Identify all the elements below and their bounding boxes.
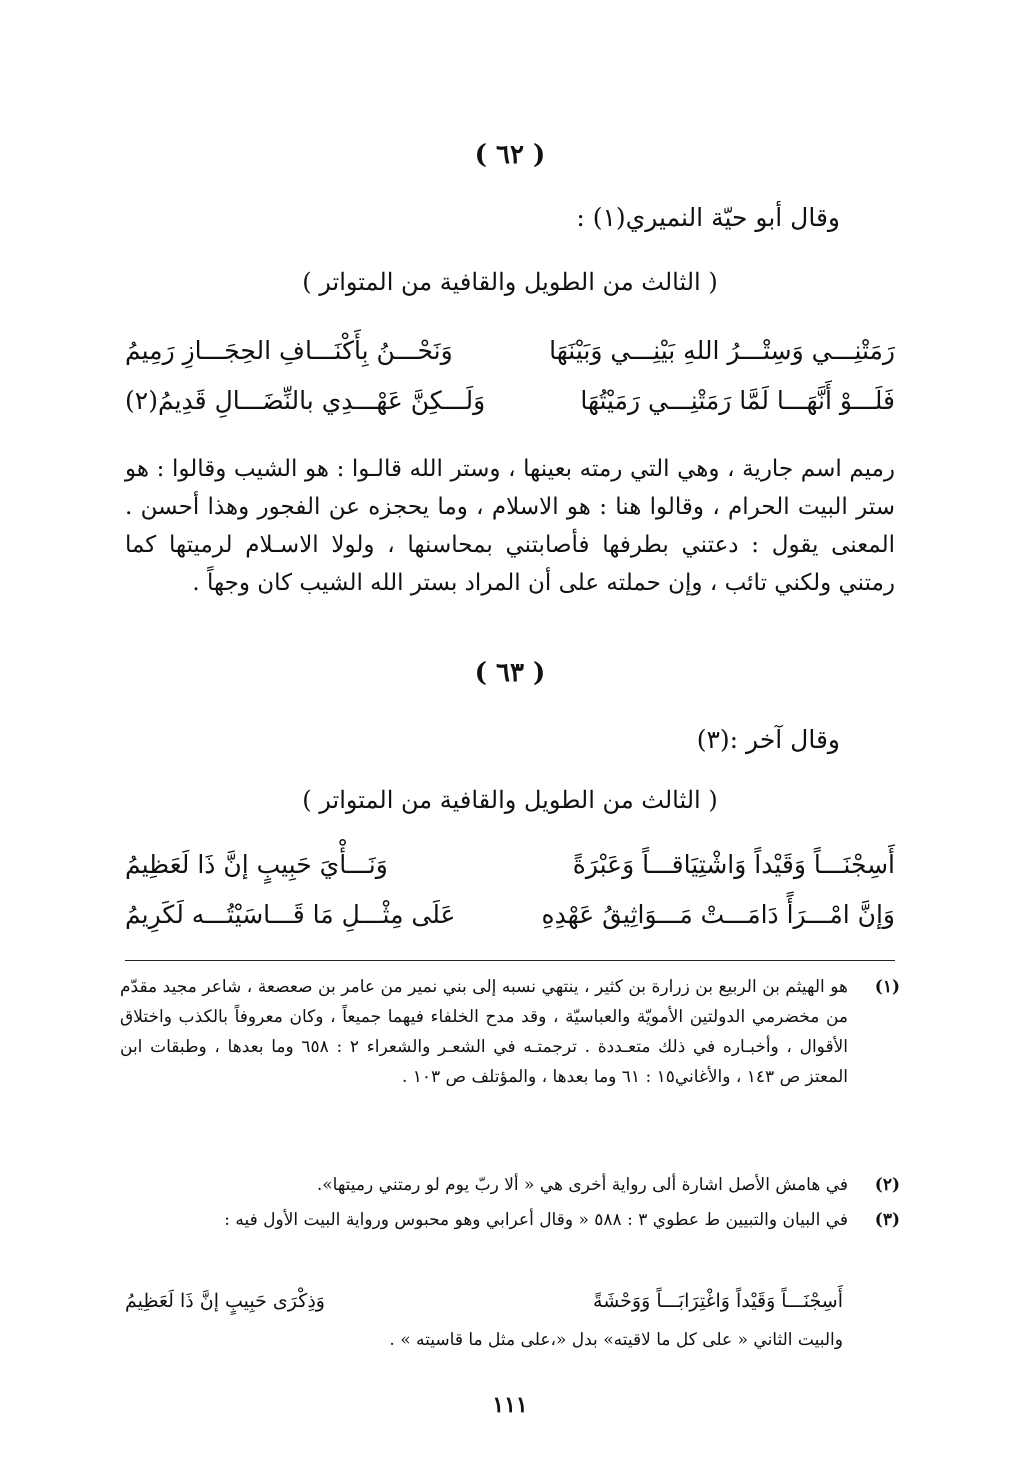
meter-caption: ( الثالث من الطويل والقافية من المتواتر ) (302, 268, 718, 296)
footnote-separator (125, 960, 895, 961)
verse-line (125, 336, 895, 376)
footnote-marker: (٢) (874, 1175, 900, 1195)
footnote-marker: (١) (874, 977, 900, 997)
footnote-text: هو الهيثم بن الربيع بن زرارة بن كثير ، ينتهي نسبه إلى بني نمير من عامر بن صعصعة ، شاعر مجيد مقدّم من مخضرمي الدولتين الأمويّة والعباسيّة ، وقد مدح الخلفاء فيهما جميعاً ، وكان معروفاً بالكذب واختلاق الأقوال ، وأخبـاره في ذلك متعـددة . ترجمتـه في الشعـر والشعراء ٢ : ٦٥٨ وما بعدها ، وطبقات ابن المعتز ص ١٤٣ ، والأغاني١٥ : ٦١ وما بعدها ، والمؤتلف ص ١٠٣ . (120, 977, 848, 1087)
verse-second-hemistich: وَنَـــأْيَ حَبِيبٍ إنَّ ذَا لَعَظِيمُ (125, 850, 388, 879)
footnote-verse (125, 1290, 843, 1312)
footnote-continuation: والبيت الثاني « على كل ما لاقيته» بدل «،على مثل ما قاسيته » . (389, 1330, 843, 1350)
meter-caption: ( الثالث من الطويل والقافية من المتواتر ) (302, 786, 718, 814)
verse-second-hemistich: وَلَـــكِنَّ عَهْـــدِي بالنِّضَـــالِ قَدِيمُ(٢) (125, 386, 486, 415)
verse-first-hemistich: أَسِجْنَـــاً وَقَيْداً وَاشْتِيَاقـــاً وَعَبْرَةً (572, 850, 895, 879)
footnote (120, 1205, 900, 1235)
verse-second-hemistich: عَلَى مِثْـــلِ مَا قَـــاسَيْتُـــه لَكَرِيمُ (125, 900, 456, 929)
verse-line (125, 386, 895, 426)
footnote-text: في هامش الأصل اشارة ألى رواية أخرى هي « ألا ربّ يوم لو رمتني رميتها». (316, 1175, 848, 1195)
verse-first-hemistich: رَمَتْنِـــي وَسِتْـــرُ اللهِ بَيْنِـــي وَبَيْنَهَا (549, 336, 895, 365)
footnote-verse-first-hemistich: أَسِجْنَـــاً وَقَيْداً وَاغْتِرَابَـــاً وَوَحْشَةً (593, 1290, 843, 1312)
footnote-text: في البيان والتبيين ط عطوي ٣ : ٥٨٨ « وقال أعرابي وهو محبوس ورواية البيت الأول فيه : (224, 1210, 848, 1230)
section-number: ( ٦٢ ) (474, 140, 546, 170)
footnote (120, 1170, 900, 1200)
page-number: ١١١ (492, 1392, 528, 1418)
commentary-paragraph: رميم اسم جارية ، وهي التي رمته بعينها ، وستر الله قالـوا : هو الشيب وقالوا : هو ستر البيت الحرام ، وقالوا هنا : هو الاسلام ، وما يحجزه عن الفجور وهذا أحسن . المعنى يقول : دعتني بطرفها فأصابتني بمحاسنها ، ولولا الاسـلام لرميتها كما رمتني ولكني تائب ، وإن حملته على أن المراد بستر الله الشيب كان وجهاً . (125, 456, 895, 596)
verse-line (125, 850, 895, 890)
footnote-verse-second-hemistich: وَذِكْرَى حَبِيبٍ إنَّ ذَا لَعَظِيمُ (125, 1290, 325, 1312)
footnote (120, 972, 900, 1092)
poem-introduction: وقال أبو حيّة النميري(١) : (576, 203, 840, 232)
footnote-marker: (٣) (874, 1210, 900, 1230)
verse-line (125, 900, 895, 940)
verse-second-hemistich: وَنَحْـــنُ بِأَكْنَـــافِ الحِجَـــازِ رَمِيمُ (125, 336, 453, 365)
section-number: ( ٦٣ ) (474, 658, 546, 688)
verse-first-hemistich: فَلَـــوْ أَنَّهَـــا لَمَّا رَمَتْنِـــي رَمَيْتُهَا (580, 386, 895, 415)
poem-introduction: وقال آخر :(٣) (696, 725, 840, 754)
verse-first-hemistich: وَإنَّ امْـــرَأً دَامَـــتْ مَـــوَاثِيقُ عَهْدِهِ (541, 900, 895, 929)
